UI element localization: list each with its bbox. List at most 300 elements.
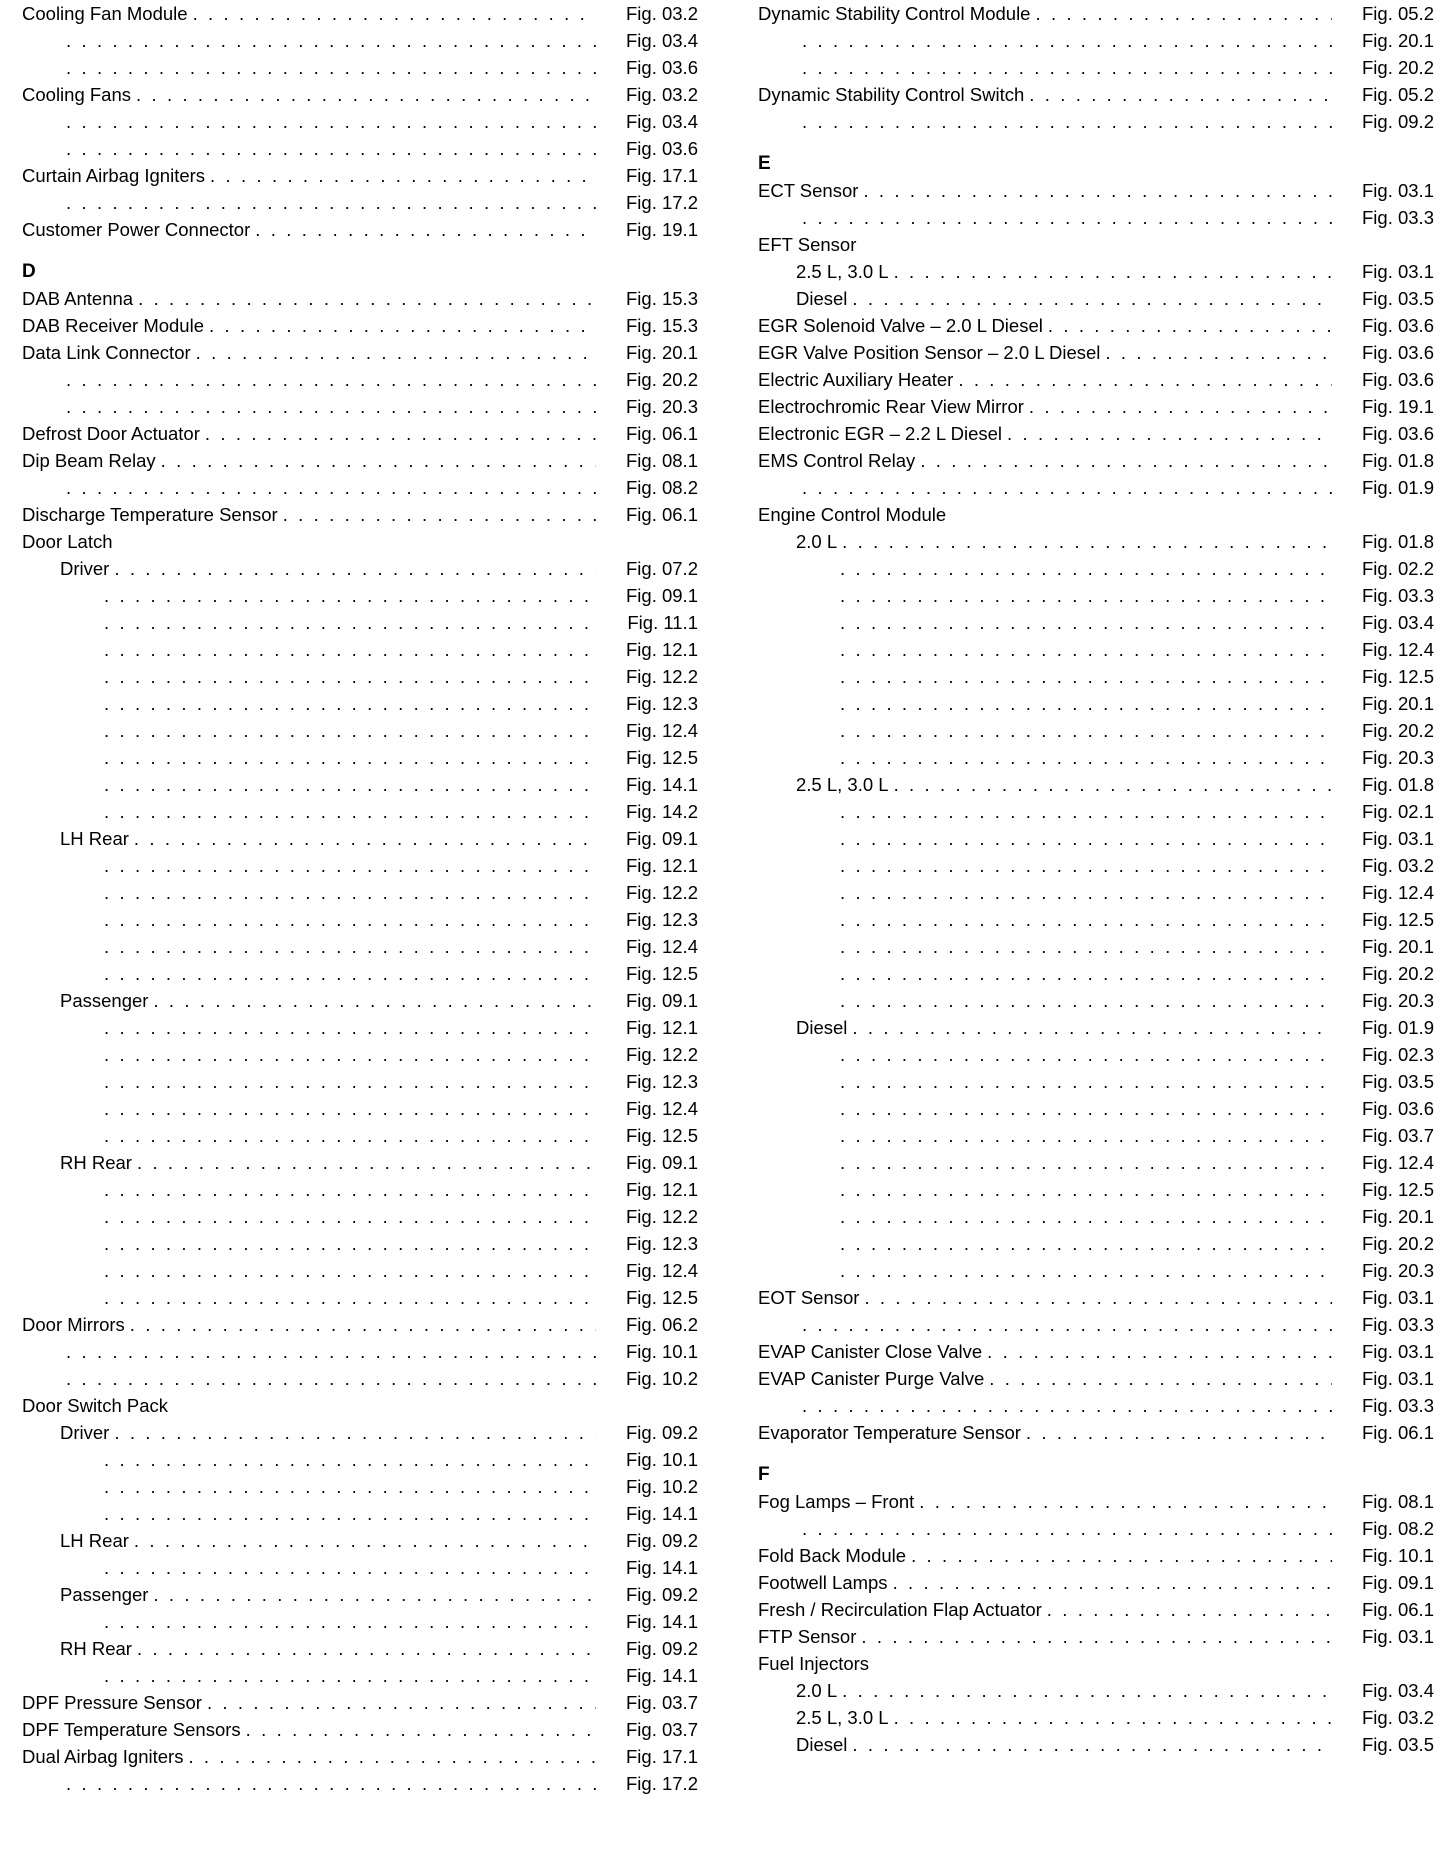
- index-group-title: [22, 1392, 698, 1419]
- figure-reference: Fig. 20.3: [1332, 987, 1434, 1014]
- section-heading: E: [758, 153, 771, 174]
- index-entry-continuation: [758, 663, 1434, 690]
- figure-reference: Fig. 12.3: [596, 906, 698, 933]
- dot-leader: [193, 0, 596, 27]
- index-entry-label: Defrost Door Actuator: [22, 420, 205, 447]
- index-entry-label: RH Rear: [60, 1149, 137, 1176]
- figure-reference: Fig. 03.6: [1332, 366, 1434, 393]
- figure-reference: Fig. 20.2: [1332, 960, 1434, 987]
- dot-leader: [840, 609, 1332, 636]
- figure-reference: Fig. 03.7: [1332, 1122, 1434, 1149]
- dot-leader: [66, 108, 596, 135]
- index-entry: [758, 285, 1434, 312]
- dot-leader: [114, 555, 596, 582]
- index-entry-continuation: [758, 1203, 1434, 1230]
- figure-reference: Fig. 06.1: [1332, 1419, 1434, 1446]
- figure-reference: Fig. 10.2: [596, 1473, 698, 1500]
- index-entry-continuation: [758, 1257, 1434, 1284]
- index-entry-continuation: [22, 366, 698, 393]
- dot-leader: [840, 636, 1332, 663]
- dot-leader: [1029, 393, 1332, 420]
- figure-reference: Fig. 14.1: [596, 1608, 698, 1635]
- index-entry-label: Discharge Temperature Sensor: [22, 501, 283, 528]
- dot-leader: [840, 1068, 1332, 1095]
- figure-reference: Fig. 20.2: [1332, 717, 1434, 744]
- index-entry-continuation: [758, 1095, 1434, 1122]
- index-group-title: [22, 528, 698, 555]
- figure-reference: Fig. 03.7: [596, 1716, 698, 1743]
- dot-leader: [130, 1311, 596, 1338]
- dot-leader: [207, 1689, 596, 1716]
- dot-leader: [137, 1149, 596, 1176]
- index-entry-label: Fuel Injectors: [758, 1650, 874, 1677]
- figure-reference: Fig. 20.2: [1332, 1230, 1434, 1257]
- index-entry-label: Passenger: [60, 987, 153, 1014]
- index-entry: [758, 393, 1434, 420]
- dot-leader: [863, 177, 1332, 204]
- figure-reference: Fig. 02.1: [1332, 798, 1434, 825]
- index-entry-continuation: [758, 690, 1434, 717]
- figure-reference: Fig. 03.1: [1332, 177, 1434, 204]
- figure-reference: Fig. 08.2: [1332, 1515, 1434, 1542]
- figure-reference: Fig. 12.2: [596, 1041, 698, 1068]
- index-entry-label: Cooling Fan Module: [22, 0, 193, 27]
- index-entry-label: DAB Receiver Module: [22, 312, 209, 339]
- index-entry-continuation: [22, 1014, 698, 1041]
- dot-leader: [802, 204, 1332, 231]
- index-entry-label: Dynamic Stability Control Switch: [758, 81, 1029, 108]
- index-entry: [22, 555, 698, 582]
- section-spacer: [758, 1446, 1434, 1461]
- index-entry-continuation: [22, 54, 698, 81]
- index-entry-continuation: [22, 189, 698, 216]
- index-entry: [758, 1623, 1434, 1650]
- dot-leader: [802, 27, 1332, 54]
- dot-leader: [104, 960, 596, 987]
- figure-reference: Fig. 20.3: [1332, 744, 1434, 771]
- figure-reference: Fig. 09.2: [596, 1635, 698, 1662]
- section-heading: D: [22, 261, 36, 282]
- figure-reference: Fig. 03.2: [596, 0, 698, 27]
- dot-leader: [104, 1662, 596, 1689]
- dot-leader: [840, 825, 1332, 852]
- dot-leader: [104, 1068, 596, 1095]
- index-entry-continuation: [22, 690, 698, 717]
- figure-reference: Fig. 03.4: [596, 108, 698, 135]
- dot-leader: [137, 1635, 596, 1662]
- index-entry-continuation: [22, 609, 698, 636]
- dot-leader: [852, 1731, 1332, 1758]
- index-entry-label: EVAP Canister Purge Valve: [758, 1365, 989, 1392]
- figure-reference: Fig. 03.3: [1332, 582, 1434, 609]
- dot-leader: [1029, 81, 1332, 108]
- dot-leader: [66, 393, 596, 420]
- dot-leader: [894, 771, 1332, 798]
- figure-reference: Fig. 09.2: [596, 1527, 698, 1554]
- figure-reference: Fig. 03.6: [596, 54, 698, 81]
- figure-reference: Fig. 10.2: [596, 1365, 698, 1392]
- index-entry-label: EGR Valve Position Sensor – 2.0 L Diesel: [758, 339, 1105, 366]
- index-entry: [22, 1311, 698, 1338]
- index-entry: [22, 1527, 698, 1554]
- figure-reference: Fig. 09.2: [596, 1581, 698, 1608]
- dot-leader: [188, 1743, 596, 1770]
- figure-reference: Fig. 20.2: [1332, 54, 1434, 81]
- index-entry-continuation: [758, 987, 1434, 1014]
- dot-leader: [840, 879, 1332, 906]
- figure-reference: Fig. 03.6: [596, 135, 698, 162]
- index-entry-label: EGR Solenoid Valve – 2.0 L Diesel: [758, 312, 1048, 339]
- dot-leader: [104, 906, 596, 933]
- dot-leader: [104, 1284, 596, 1311]
- index-entry-continuation: [758, 879, 1434, 906]
- index-entry-continuation: [22, 1770, 698, 1797]
- section-spacer: [758, 135, 1434, 150]
- figure-reference: Fig. 12.4: [1332, 1149, 1434, 1176]
- figure-reference: Fig. 14.1: [596, 1500, 698, 1527]
- figure-reference: Fig. 20.1: [1332, 690, 1434, 717]
- dot-leader: [802, 1515, 1332, 1542]
- index-column-right: [758, 0, 1434, 1758]
- figure-reference: Fig. 01.9: [1332, 474, 1434, 501]
- figure-reference: Fig. 03.6: [1332, 1095, 1434, 1122]
- index-entry: [22, 1419, 698, 1446]
- dot-leader: [894, 258, 1332, 285]
- index-entry: [22, 1716, 698, 1743]
- dot-leader: [1105, 339, 1332, 366]
- dot-leader: [104, 609, 596, 636]
- index-entry-label: Dual Airbag Igniters: [22, 1743, 188, 1770]
- dot-leader: [840, 1230, 1332, 1257]
- index-entry-continuation: [758, 1122, 1434, 1149]
- dot-leader: [66, 1365, 596, 1392]
- dot-leader: [894, 1704, 1332, 1731]
- index-entry: [22, 81, 698, 108]
- figure-reference: Fig. 15.3: [596, 312, 698, 339]
- figure-reference: Fig. 03.2: [596, 81, 698, 108]
- figure-reference: Fig. 20.1: [1332, 1203, 1434, 1230]
- dot-leader: [842, 528, 1332, 555]
- dot-leader: [104, 852, 596, 879]
- index-entry: [758, 258, 1434, 285]
- index-entry-label: 2.5 L, 3.0 L: [796, 1704, 894, 1731]
- figure-reference: Fig. 03.6: [1332, 339, 1434, 366]
- index-entry: [758, 447, 1434, 474]
- index-entry-label: Curtain Airbag Igniters: [22, 162, 210, 189]
- figure-reference: Fig. 12.1: [596, 1176, 698, 1203]
- dot-leader: [104, 1014, 596, 1041]
- figure-reference: Fig. 02.3: [1332, 1041, 1434, 1068]
- index-entry-continuation: [22, 1176, 698, 1203]
- index-entry-label: 2.5 L, 3.0 L: [796, 771, 894, 798]
- index-entry: [22, 447, 698, 474]
- figure-reference: Fig. 09.1: [596, 987, 698, 1014]
- figure-reference: Fig. 12.3: [596, 1230, 698, 1257]
- figure-reference: Fig. 03.1: [1332, 1338, 1434, 1365]
- index-entry-label: Data Link Connector: [22, 339, 196, 366]
- figure-reference: Fig. 12.5: [596, 1122, 698, 1149]
- index-entry: [758, 1488, 1434, 1515]
- figure-reference: Fig. 06.1: [596, 420, 698, 447]
- index-entry-label: Fresh / Recirculation Flap Actuator: [758, 1596, 1047, 1623]
- index-entry-continuation: [22, 717, 698, 744]
- index-entry: [22, 339, 698, 366]
- dot-leader: [840, 717, 1332, 744]
- dot-leader: [1026, 1419, 1332, 1446]
- index-entry-label: Electric Auxiliary Heater: [758, 366, 958, 393]
- index-entry-continuation: [22, 744, 698, 771]
- dot-leader: [104, 879, 596, 906]
- index-entry-label: 2.0 L: [796, 528, 842, 555]
- dot-leader: [958, 366, 1332, 393]
- figure-reference: Fig. 03.3: [1332, 204, 1434, 231]
- index-entry-continuation: [758, 636, 1434, 663]
- dot-leader: [104, 690, 596, 717]
- index-group-title: [758, 501, 1434, 528]
- dot-leader: [104, 1608, 596, 1635]
- figure-reference: Fig. 01.8: [1332, 447, 1434, 474]
- figure-reference: Fig. 03.4: [1332, 1677, 1434, 1704]
- figure-reference: Fig. 03.5: [1332, 285, 1434, 312]
- figure-reference: Fig. 01.9: [1332, 1014, 1434, 1041]
- index-entry-label: Door Switch Pack: [22, 1392, 173, 1419]
- index-entry-continuation: [22, 933, 698, 960]
- dot-leader: [893, 1569, 1332, 1596]
- index-entry-label: Passenger: [60, 1581, 153, 1608]
- index-entry-label: DAB Antenna: [22, 285, 138, 312]
- index-entry-continuation: [22, 1446, 698, 1473]
- figure-reference: Fig. 09.1: [596, 1149, 698, 1176]
- dot-leader: [196, 339, 596, 366]
- figure-reference: Fig. 12.2: [596, 1203, 698, 1230]
- figure-reference: Fig. 14.2: [596, 798, 698, 825]
- index-entry: [758, 1704, 1434, 1731]
- figure-reference: Fig. 20.2: [596, 366, 698, 393]
- dot-leader: [864, 1284, 1332, 1311]
- dot-leader: [104, 1554, 596, 1581]
- dot-leader: [104, 1446, 596, 1473]
- index-entry: [758, 1338, 1434, 1365]
- figure-reference: Fig. 03.6: [1332, 312, 1434, 339]
- dot-leader: [840, 1149, 1332, 1176]
- dot-leader: [840, 663, 1332, 690]
- index-entry-continuation: [22, 1500, 698, 1527]
- figure-reference: Fig. 05.2: [1332, 81, 1434, 108]
- index-entry: [758, 1596, 1434, 1623]
- index-entry: [758, 1014, 1434, 1041]
- index-column-left: [22, 0, 698, 1797]
- dot-leader: [989, 1365, 1332, 1392]
- index-group-title: [758, 231, 1434, 258]
- dot-leader: [104, 636, 596, 663]
- dot-leader: [104, 1473, 596, 1500]
- figure-reference: Fig. 10.1: [1332, 1542, 1434, 1569]
- figure-reference: Fig. 03.4: [596, 27, 698, 54]
- dot-leader: [66, 474, 596, 501]
- index-entry-label: Driver: [60, 1419, 114, 1446]
- dot-leader: [840, 1041, 1332, 1068]
- index-entry: [22, 216, 698, 243]
- index-entry-continuation: [22, 852, 698, 879]
- dot-leader: [911, 1542, 1332, 1569]
- dot-leader: [283, 501, 596, 528]
- figure-reference: Fig. 17.1: [596, 1743, 698, 1770]
- index-entry-continuation: [22, 1284, 698, 1311]
- figure-reference: Fig. 12.3: [596, 1068, 698, 1095]
- index-entry-continuation: [22, 1338, 698, 1365]
- index-entry-continuation: [22, 663, 698, 690]
- index-entry: [22, 1581, 698, 1608]
- index-entry-label: Door Latch: [22, 528, 118, 555]
- dot-leader: [852, 1014, 1332, 1041]
- index-entry-continuation: [22, 798, 698, 825]
- dot-leader: [104, 771, 596, 798]
- index-entry-continuation: [758, 717, 1434, 744]
- figure-reference: Fig. 03.3: [1332, 1311, 1434, 1338]
- figure-reference: Fig. 10.1: [596, 1338, 698, 1365]
- figure-reference: Fig. 03.2: [1332, 852, 1434, 879]
- index-entry-continuation: [758, 27, 1434, 54]
- figure-reference: Fig. 17.2: [596, 1770, 698, 1797]
- dot-leader: [104, 1257, 596, 1284]
- figure-reference: Fig. 03.1: [1332, 1365, 1434, 1392]
- index-group-title: [758, 1650, 1434, 1677]
- figure-reference: Fig. 08.1: [1332, 1488, 1434, 1515]
- figure-reference: Fig. 12.5: [596, 960, 698, 987]
- dot-leader: [138, 285, 596, 312]
- dot-leader: [161, 447, 596, 474]
- index-entry-label: Driver: [60, 555, 114, 582]
- index-entry-continuation: [758, 1392, 1434, 1419]
- index-entry-label: Engine Control Module: [758, 501, 951, 528]
- dot-leader: [840, 1203, 1332, 1230]
- dot-leader: [104, 1176, 596, 1203]
- index-entry-continuation: [758, 555, 1434, 582]
- dot-leader: [104, 798, 596, 825]
- index-entry: [758, 420, 1434, 447]
- dot-leader: [255, 216, 596, 243]
- dot-leader: [66, 366, 596, 393]
- dot-leader: [840, 798, 1332, 825]
- index-entry-label: Fold Back Module: [758, 1542, 911, 1569]
- figure-reference: Fig. 12.4: [1332, 879, 1434, 906]
- dot-leader: [104, 582, 596, 609]
- dot-leader: [1047, 1596, 1332, 1623]
- index-entry-label: EOT Sensor: [758, 1284, 864, 1311]
- figure-reference: Fig. 19.1: [1332, 393, 1434, 420]
- figure-reference: Fig. 03.3: [1332, 1392, 1434, 1419]
- figure-reference: Fig. 12.5: [1332, 663, 1434, 690]
- index-entry-label: Diesel: [796, 1014, 852, 1041]
- dot-leader: [136, 81, 596, 108]
- figure-reference: Fig. 12.4: [596, 1257, 698, 1284]
- index-entry-continuation: [22, 393, 698, 420]
- figure-reference: Fig. 12.1: [596, 852, 698, 879]
- figure-reference: Fig. 17.1: [596, 162, 698, 189]
- index-entry-continuation: [758, 1176, 1434, 1203]
- index-entry-label: Diesel: [796, 1731, 852, 1758]
- dot-leader: [840, 690, 1332, 717]
- figure-reference: Fig. 03.1: [1332, 825, 1434, 852]
- dot-leader: [1007, 420, 1332, 447]
- dot-leader: [210, 162, 596, 189]
- dot-leader: [209, 312, 596, 339]
- figure-reference: Fig. 14.1: [596, 1554, 698, 1581]
- index-entry: [758, 1542, 1434, 1569]
- index-entry: [22, 501, 698, 528]
- index-entry-label: FTP Sensor: [758, 1623, 861, 1650]
- index-entry: [758, 177, 1434, 204]
- figure-reference: Fig. 20.1: [1332, 933, 1434, 960]
- index-entry-continuation: [22, 636, 698, 663]
- index-entry-continuation: [22, 1122, 698, 1149]
- dot-leader: [66, 27, 596, 54]
- dot-leader: [840, 1095, 1332, 1122]
- index-entry-label: LH Rear: [60, 1527, 134, 1554]
- index-entry-continuation: [22, 960, 698, 987]
- index-entry: [758, 1365, 1434, 1392]
- figure-reference: Fig. 20.1: [1332, 27, 1434, 54]
- figure-reference: Fig. 12.5: [596, 744, 698, 771]
- dot-leader: [1048, 312, 1332, 339]
- figure-reference: Fig. 09.2: [596, 1419, 698, 1446]
- figure-reference: Fig. 08.1: [596, 447, 698, 474]
- index-entry-label: Electronic EGR – 2.2 L Diesel: [758, 420, 1007, 447]
- index-entry: [758, 1284, 1434, 1311]
- dot-leader: [246, 1716, 596, 1743]
- index-entry-continuation: [22, 1257, 698, 1284]
- figure-reference: Fig. 03.2: [1332, 1704, 1434, 1731]
- index-entry: [22, 1689, 698, 1716]
- dot-leader: [840, 933, 1332, 960]
- index-entry: [22, 162, 698, 189]
- index-entry-continuation: [758, 852, 1434, 879]
- figure-reference: Fig. 07.2: [596, 555, 698, 582]
- index-entry-label: Diesel: [796, 285, 852, 312]
- index-entry-label: DPF Temperature Sensors: [22, 1716, 246, 1743]
- index-entry-label: 2.0 L: [796, 1677, 842, 1704]
- dot-leader: [840, 555, 1332, 582]
- index-entry: [758, 81, 1434, 108]
- index-entry-label: EFT Sensor: [758, 231, 861, 258]
- index-entry: [758, 1569, 1434, 1596]
- index-entry-continuation: [22, 1041, 698, 1068]
- index-entry-continuation: [758, 204, 1434, 231]
- figure-reference: Fig. 12.4: [1332, 636, 1434, 663]
- dot-leader: [919, 1488, 1332, 1515]
- figure-reference: Fig. 06.1: [596, 501, 698, 528]
- figure-reference: Fig. 20.1: [596, 339, 698, 366]
- index-entry-label: Fog Lamps – Front: [758, 1488, 919, 1515]
- figure-reference: Fig. 20.3: [596, 393, 698, 420]
- dot-leader: [861, 1623, 1332, 1650]
- figure-reference: Fig. 12.5: [1332, 906, 1434, 933]
- figure-reference: Fig. 09.1: [1332, 1569, 1434, 1596]
- index-entry: [758, 528, 1434, 555]
- figure-reference: Fig. 12.4: [596, 1095, 698, 1122]
- dot-leader: [66, 1338, 596, 1365]
- figure-reference: Fig. 03.7: [596, 1689, 698, 1716]
- index-entry-continuation: [758, 609, 1434, 636]
- index-entry-label: ECT Sensor: [758, 177, 863, 204]
- dot-leader: [840, 1122, 1332, 1149]
- index-entry-continuation: [758, 744, 1434, 771]
- figure-reference: Fig. 15.3: [596, 285, 698, 312]
- index-entry: [22, 1635, 698, 1662]
- index-entry: [22, 1149, 698, 1176]
- index-entry-label: Customer Power Connector: [22, 216, 255, 243]
- section-spacer: [22, 243, 698, 258]
